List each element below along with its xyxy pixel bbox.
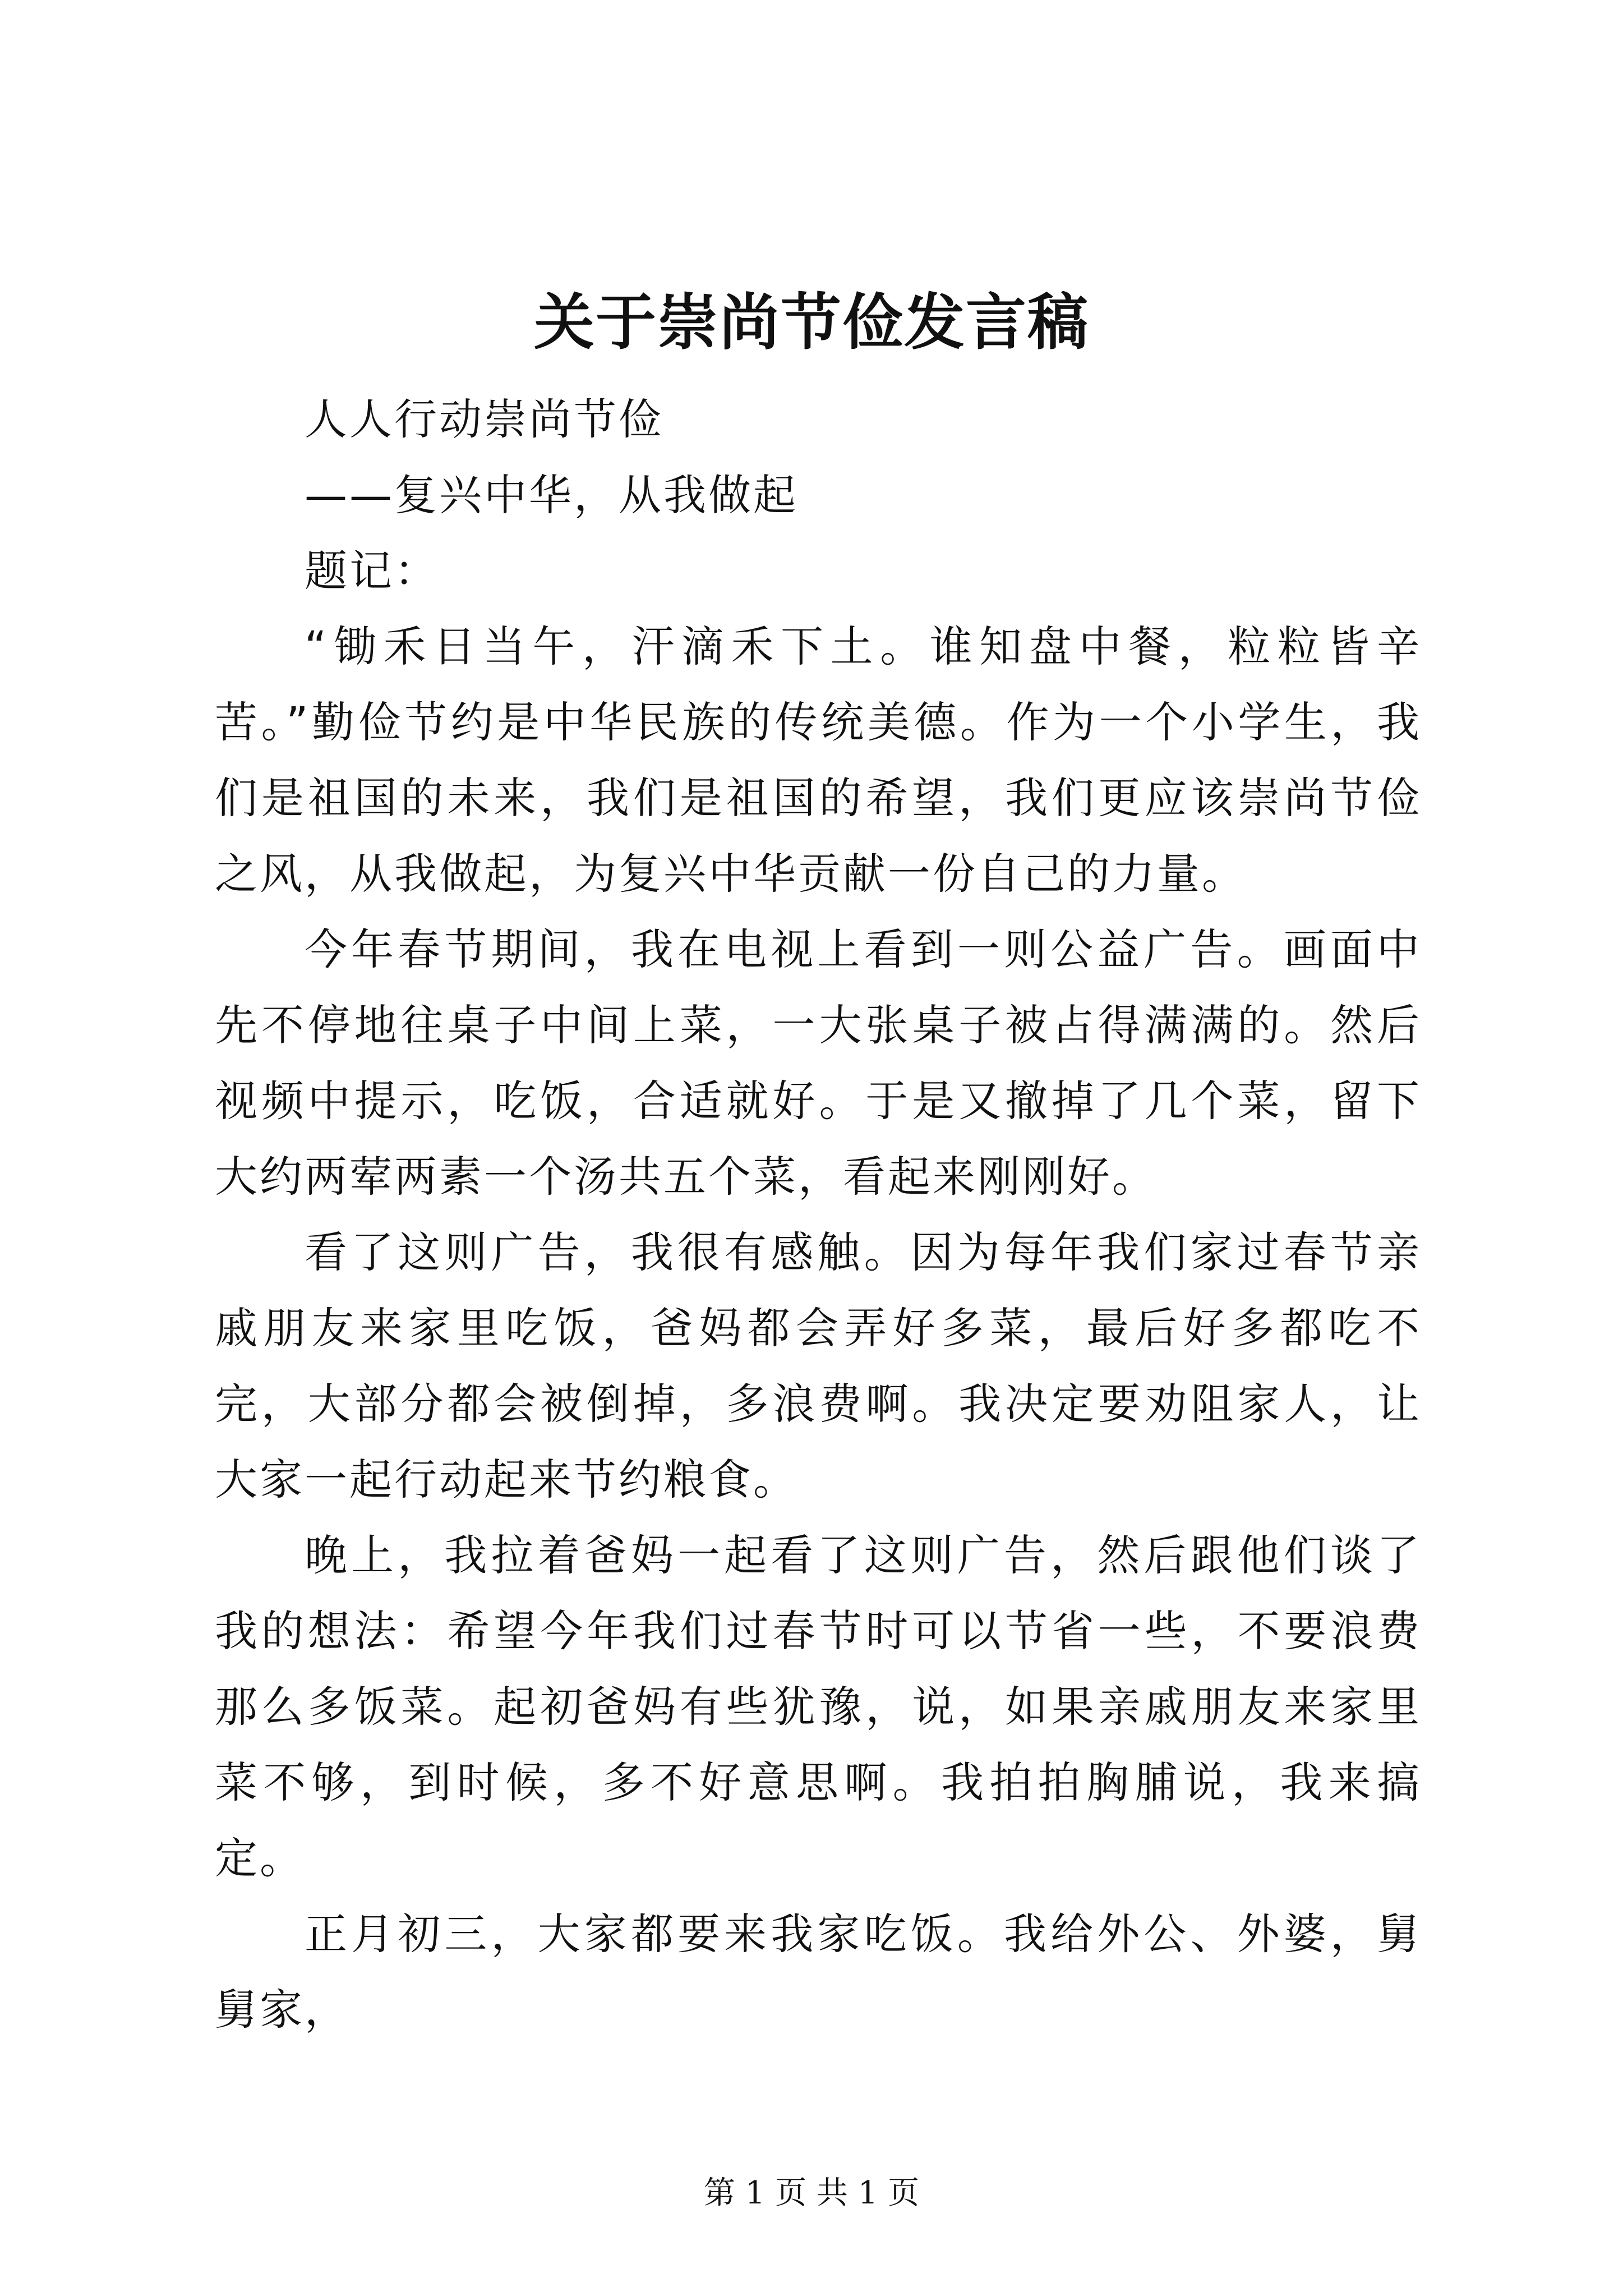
- paragraph-body: 今年春节期间，我在电视上看到一则公益广告。画面中先不停地往桌子中间上菜，一大张桌子被占得满满的。然后视频中提示，吃饭，合适就好。于是又撤掉了几个菜，留下大约两荤两素一个汤共五个菜，看起来刚刚好。: [215, 924, 1422, 1202]
- paragraph-subtitle-2: ——复兴中华，从我做起: [305, 470, 798, 520]
- paragraph-body: 看了这则广告，我很有感触。因为每年我们家过春节亲戚朋友来家里吃饭，爸妈都会弄好多菜，最后好多都吃不完，大部分都会被倒掉，多浪费啊。我决定要劝阻家人，让大家一起行动起来节约粮食。: [215, 1227, 1422, 1504]
- document-body: [215, 381, 1422, 2047]
- document-title: 关于崇尚节俭发言稿: [533, 287, 1089, 358]
- paragraph-body: 正月初三，大家都要来我家吃饭。我给外公、外婆，舅舅家，: [215, 1909, 1422, 2035]
- paragraph-body: 晚上，我拉着爸妈一起看了这则广告，然后跟他们谈了我的想法：希望今年我们过春节时可以节省一些，不要浪费那么多饭菜。起初爸妈有些犹豫，说，如果亲戚朋友来家里菜不够，到时候，多不好意思啊。我拍拍胸脯说，我来搞定。: [215, 1530, 1422, 1883]
- paragraph-body: “锄禾日当午，汗滴禾下土。谁知盘中餐，粒粒皆辛苦。”勤俭节约是中华民族的传统美德。作为一个小学生，我们是祖国的未来，我们是祖国的希望，我们更应该崇尚节俭之风，从我做起，为复兴中华贡献一份自己的力量。: [215, 622, 1422, 899]
- paragraph-subtitle: 人人行动崇尚节俭: [305, 394, 663, 444]
- page-number-footer: 第 1 页 共 1 页: [703, 2175, 920, 2211]
- paragraph-epigraph-label: 题记：: [305, 546, 439, 596]
